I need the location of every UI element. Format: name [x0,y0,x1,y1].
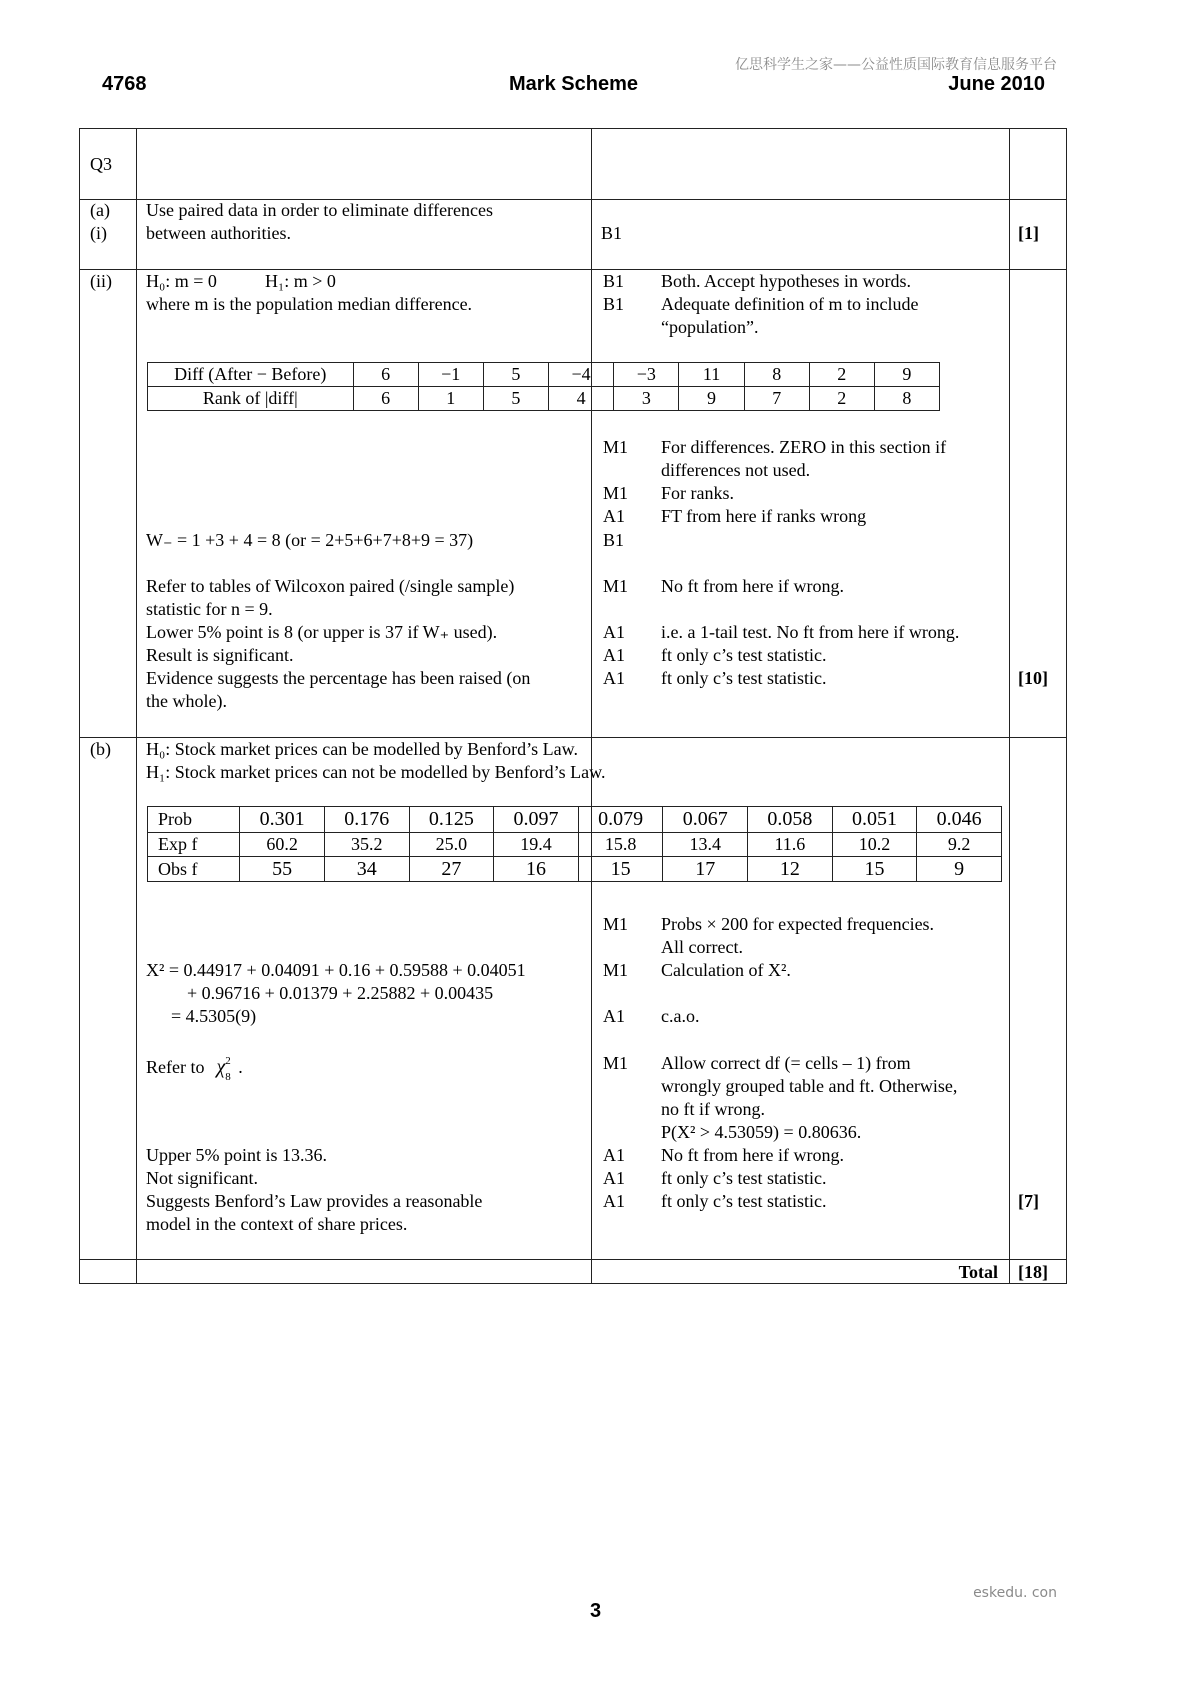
part-b-marks: [7] [1018,1191,1039,1211]
test-statistic: W₋ = 1 +3 + 4 = 8 (or = 2+5+6+7+8+9 = 37) [146,530,474,550]
table-cell: 15 [832,857,917,882]
row-header: Obs f [148,857,240,882]
table-cell: 25.0 [409,833,494,857]
mark-note: FT from here if ranks wrong [661,506,867,526]
null-hypothesis: H₀: m = 0 [146,271,217,291]
hypothesis-definition: where m is the population median difference. [146,294,473,314]
table-cell: 55 [240,857,325,882]
refer-tables: statistic for n = 9. [146,599,273,619]
chi-symbol: χ [216,1056,226,1078]
row-header: Rank of |diff| [148,387,354,411]
mark-note: No ft from here if wrong. [661,576,844,596]
table-cell: 10.2 [832,833,917,857]
refer-distribution [146,1055,243,1083]
watermark-top: 亿思科学生之家——公益性质国际教育信息服务平台 [735,57,1057,73]
table-cell: 0.125 [409,807,494,833]
alt-hypothesis: H₁: m > 0 [265,271,336,291]
mark-note: For ranks. [661,483,734,503]
table-cell: 8 [874,387,939,411]
table-cell: 13.4 [663,833,748,857]
mark-code: B1 [603,530,625,550]
critical-value: Lower 5% point is 8 (or upper is 37 if W₊ used). [146,622,498,642]
mark-note: ft only c’s test statistic. [661,645,827,665]
table-cell: 7 [744,387,809,411]
part-a-label: (a) [90,200,110,220]
table-cell: 0.046 [917,807,1002,833]
mark-note: differences not used. [661,460,811,480]
part-a-mark-code: B1 [601,223,623,243]
mark-note: P(X² > 4.53059) = 0.80636. [661,1122,862,1142]
mark-note: Allow correct df (= cells – 1) from [661,1053,911,1073]
mark-code: M1 [603,576,629,596]
chi-subscript: 8 [225,1071,231,1083]
part-ii-label: (ii) [90,271,112,291]
mark-note: Both. Accept hypotheses in words. [661,271,911,291]
mark-code: M1 [603,437,629,457]
conclusion: Evidence suggests the percentage has been raised (on [146,668,531,688]
mark-code: A1 [603,1191,625,1211]
table-cell: 0.051 [832,807,917,833]
mark-code: A1 [603,1145,625,1165]
mark-note: For differences. ZERO in this section if [661,437,947,457]
part-a-marks: [1] [1018,223,1039,243]
table-cell: 15.8 [578,833,663,857]
mark-code: B1 [603,294,625,314]
mark-code: A1 [603,645,625,665]
table-cell: 60.2 [240,833,325,857]
mark-note: ft only c’s test statistic. [661,1168,827,1188]
table-cell: 35.2 [324,833,409,857]
table-cell: 27 [409,857,494,882]
table-cell: 9.2 [917,833,1002,857]
mark-note: ft only c’s test statistic. [661,1191,827,1211]
row-header: Exp f [148,833,240,857]
null-hypothesis: H₀: Stock market prices can be modelled by Benford’s Law. [146,739,578,759]
mark-code: M1 [603,483,629,503]
mark-code: A1 [603,668,625,688]
table-cell: 4 [548,387,613,411]
row-header: Diff (After − Before) [148,363,354,387]
table-cell: 5 [483,387,548,411]
conclusion: model in the context of share prices. [146,1214,408,1234]
table-cell: 0.058 [748,807,833,833]
row-header: Prob [148,807,240,833]
table-cell: 15 [578,857,663,882]
page-number: 3 [589,1600,602,1622]
obs-row [148,857,1002,882]
diff-row [148,363,940,387]
table-cell: 3 [614,387,679,411]
chi-squared-calc: + 0.96716 + 0.01379 + 2.25882 + 0.00435 [187,983,494,1003]
table-cell: −3 [614,363,679,387]
mark-note: i.e. a 1-tail test. No ft from here if wrong. [661,622,960,642]
mark-note: ft only c’s test statistic. [661,668,827,688]
mark-note: All correct. [661,937,743,957]
chi-squared-calc: X² = 0.44917 + 0.04091 + 0.16 + 0.59588 + 0.04051 [146,960,526,980]
conclusion: Suggests Benford’s Law provides a reasonable [146,1191,483,1211]
table-cell: 34 [324,857,409,882]
table-cell: 6 [353,387,418,411]
mark-code: A1 [603,622,625,642]
mark-note: c.a.o. [661,1006,700,1026]
mark-note: wrongly grouped table and ft. Otherwise, [661,1076,958,1096]
mark-note: “population”. [661,317,759,337]
chi-superscript: 2 [225,1055,231,1067]
result: Result is significant. [146,645,294,665]
table-cell: 11.6 [748,833,833,857]
table-cell: 9 [917,857,1002,882]
mark-code: A1 [603,1168,625,1188]
mark-code: M1 [603,1053,629,1073]
total-marks: [18] [1018,1262,1048,1282]
table-cell: 9 [874,363,939,387]
mark-note: Probs × 200 for expected frequencies. [661,914,935,934]
result: Not significant. [146,1168,258,1188]
benford-table [147,806,1002,882]
watermark-bottom: eskedu. con [973,1585,1057,1601]
page-title: Mark Scheme [509,73,638,95]
mark-code: B1 [603,271,625,291]
period: . [238,1057,243,1077]
mark-note: No ft from here if wrong. [661,1145,844,1165]
differences-table [147,362,940,411]
critical-value: Upper 5% point is 13.36. [146,1145,327,1165]
conclusion: the whole). [146,691,227,711]
mark-note: Adequate definition of m to include [661,294,919,314]
table-cell: −4 [548,363,613,387]
table-cell: 8 [744,363,809,387]
part-b-label: (b) [90,739,111,759]
table-cell: 5 [483,363,548,387]
mark-code: A1 [603,506,625,526]
table-cell: 2 [809,387,874,411]
table-cell: −1 [418,363,483,387]
refer-text: Refer to [146,1057,205,1077]
mark-code: M1 [603,960,629,980]
table-cell: 0.079 [578,807,663,833]
table-cell: 0.097 [494,807,579,833]
refer-tables: Refer to tables of Wilcoxon paired (/single sample) [146,576,515,596]
mark-code: A1 [603,1006,625,1026]
total-label: Total [958,1262,998,1282]
table-cell: 19.4 [494,833,579,857]
table-cell: 17 [663,857,748,882]
part-a-answer-line-2: between authorities. [146,223,291,243]
mark-note: Calculation of X². [661,960,791,980]
part-ii-marks: [10] [1018,668,1048,688]
exam-date: June 2010 [948,73,1045,95]
table-cell: 0.301 [240,807,325,833]
table-cell: 2 [809,363,874,387]
table-cell: 1 [418,387,483,411]
part-a-i-label: (i) [90,223,107,243]
paper-code: 4768 [102,73,147,95]
table-cell: 0.176 [324,807,409,833]
rank-row [148,387,940,411]
question-number: Q3 [90,154,112,174]
table-cell: 9 [679,387,744,411]
mark-code: M1 [603,914,629,934]
alt-hypothesis: H₁: Stock market prices can not be modelled by Benford’s Law. [146,762,606,782]
mark-note: no ft if wrong. [661,1099,765,1119]
table-cell: 6 [353,363,418,387]
exp-row [148,833,1002,857]
prob-row [148,807,1002,833]
chi-squared-result: = 4.5305(9) [171,1006,257,1026]
table-cell: 0.067 [663,807,748,833]
table-cell: 11 [679,363,744,387]
part-a-answer-line-1: Use paired data in order to eliminate differences [146,200,494,220]
table-cell: 16 [494,857,579,882]
table-cell: 12 [748,857,833,882]
